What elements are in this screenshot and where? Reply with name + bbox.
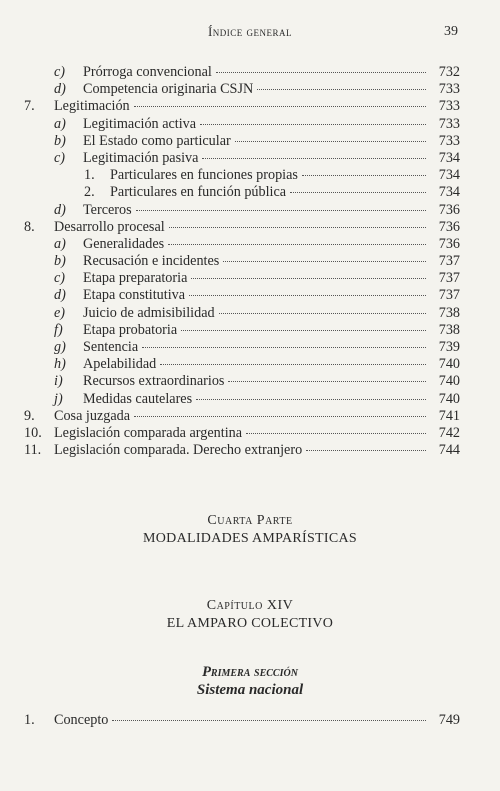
toc-entry-page: 740 xyxy=(438,390,460,407)
toc-entry-number: c) xyxy=(54,64,66,80)
toc-entry-number: 9. xyxy=(24,407,35,424)
toc-entry xyxy=(24,202,460,219)
toc-dot-leader xyxy=(235,141,426,142)
toc-entry-number: b) xyxy=(54,132,66,149)
toc-dot-leader xyxy=(228,381,426,382)
toc-entry-page: 737 xyxy=(438,253,460,270)
toc-entry-title: Etapa probatoria xyxy=(83,321,178,338)
chapter-label: Capítulo XIV xyxy=(206,598,294,613)
toc-entry-title: Competencia originaria CSJN xyxy=(83,81,254,98)
toc-entry-page: 740 xyxy=(438,356,460,373)
toc-entry-page: 737 xyxy=(438,270,460,287)
toc-entry-title: Recusación e incidentes xyxy=(83,253,220,270)
toc-entry xyxy=(24,287,460,304)
toc-entry xyxy=(24,150,460,167)
toc-entry-page: 744 xyxy=(438,442,460,459)
toc-entry xyxy=(24,184,460,201)
toc-entry-title: Etapa preparatoria xyxy=(83,270,188,287)
toc-entry-page: 733 xyxy=(438,98,460,115)
toc-entry-title: Legitimación pasiva xyxy=(83,149,199,166)
toc-entry-title: Desarrollo procesal xyxy=(54,218,165,235)
toc-entry-page: 736 xyxy=(438,235,460,252)
toc-entry-title: Sentencia xyxy=(83,339,139,355)
toc-entry-title: Legitimación activa xyxy=(83,115,197,132)
toc-entry xyxy=(24,442,460,459)
toc-dot-leader xyxy=(169,227,426,228)
toc-entry-number: d) xyxy=(54,201,66,218)
toc-dot-leader xyxy=(257,89,426,90)
toc-entry-page: 740 xyxy=(438,373,460,390)
toc-entry xyxy=(24,425,460,442)
toc-dot-leader xyxy=(246,433,426,434)
toc-entry xyxy=(24,236,460,253)
toc-dot-leader xyxy=(136,210,426,211)
toc-entry-page: 749 xyxy=(438,712,460,728)
toc-entry-title: Terceros xyxy=(83,201,132,218)
toc-entry-number: a) xyxy=(54,235,66,252)
toc-entry-title: Recursos extraordinarios xyxy=(83,373,225,390)
toc-entry-page: 734 xyxy=(438,149,460,166)
toc-entry-page: 733 xyxy=(438,81,460,98)
toc-entry xyxy=(24,167,460,184)
table-of-contents-continued xyxy=(24,712,460,729)
toc-entry-title: Legitimación xyxy=(54,98,130,115)
toc-entry-page: 737 xyxy=(438,287,460,304)
toc-entry-page: 736 xyxy=(438,218,460,235)
toc-dot-leader xyxy=(223,261,426,262)
toc-entry-page: 734 xyxy=(438,184,460,201)
page-header xyxy=(0,24,500,44)
toc-entry-page: 742 xyxy=(438,424,460,441)
toc-entry-page: 739 xyxy=(438,339,460,355)
toc-entry-page: 736 xyxy=(438,201,460,218)
toc-entry xyxy=(24,356,460,373)
toc-entry-title: Apelabilidad xyxy=(83,356,157,373)
toc-entry xyxy=(24,116,460,133)
toc-entry-page: 733 xyxy=(438,115,460,132)
toc-dot-leader xyxy=(168,244,426,245)
toc-dot-leader xyxy=(302,175,426,176)
toc-entry-title: Particulares en funciones propias xyxy=(110,167,298,184)
toc-entry-title: Legislación comparada argentina xyxy=(54,424,243,441)
page-number: 39 xyxy=(444,24,458,39)
toc-entry-title: Cosa juzgada xyxy=(54,407,131,424)
toc-entry-number: d) xyxy=(54,81,66,98)
toc-entry-page: 734 xyxy=(438,167,460,184)
toc-entry xyxy=(24,133,460,150)
toc-entry-number: a) xyxy=(54,115,66,132)
toc-entry-number: 1. xyxy=(24,712,35,728)
toc-entry-number: g) xyxy=(54,339,66,355)
toc-entry xyxy=(24,408,460,425)
toc-dot-leader xyxy=(181,330,426,331)
toc-dot-leader xyxy=(216,72,426,73)
toc-dot-leader xyxy=(219,313,426,314)
toc-entry xyxy=(24,322,460,339)
toc-entry-title: Legislación comparada. Derecho extranjero xyxy=(54,442,303,459)
toc-entry xyxy=(24,712,460,729)
toc-entry-title: Particulares en función pública xyxy=(110,184,287,201)
toc-entry-number: h) xyxy=(54,356,66,373)
toc-entry-title: Juicio de admisibilidad xyxy=(83,304,215,321)
toc-entry-title: Generalidades xyxy=(83,235,165,252)
toc-entry-page: 741 xyxy=(438,407,460,424)
toc-dot-leader xyxy=(202,158,426,159)
toc-entry xyxy=(24,339,460,356)
part-label: Cuarta Parte xyxy=(207,513,293,528)
section-label: Primera sección xyxy=(202,664,298,680)
toc-entry-title: El Estado como particular xyxy=(83,132,231,149)
toc-entry-number: c) xyxy=(54,149,66,166)
toc-dot-leader xyxy=(200,124,426,125)
toc-dot-leader xyxy=(196,399,426,400)
toc-entry-title: Medidas cautelares xyxy=(83,390,193,407)
toc-dot-leader xyxy=(160,364,426,365)
toc-entry-number: c) xyxy=(54,270,66,287)
section-heading xyxy=(0,663,500,699)
toc-entry-number: f) xyxy=(54,321,63,338)
toc-entry-number: 2. xyxy=(84,184,95,201)
toc-dot-leader xyxy=(134,106,426,107)
toc-dot-leader xyxy=(134,416,426,417)
toc-dot-leader xyxy=(306,450,426,451)
toc-entry-page: 732 xyxy=(438,64,460,80)
toc-entry-title: Prórroga convencional xyxy=(83,64,212,80)
toc-entry-number: i) xyxy=(54,373,63,390)
chapter-title: EL AMPARO COLECTIVO xyxy=(166,616,334,631)
toc-entry xyxy=(24,373,460,390)
toc-entry xyxy=(24,305,460,322)
toc-entry-number: d) xyxy=(54,287,66,304)
toc-entry-title: Concepto xyxy=(54,712,109,728)
chapter-heading xyxy=(0,597,500,633)
toc-entry xyxy=(24,391,460,408)
toc-entry-title: Etapa constitutiva xyxy=(83,287,186,304)
toc-entry xyxy=(24,81,460,98)
toc-entry-number: e) xyxy=(54,304,66,321)
toc-entry-number: 1. xyxy=(84,167,95,184)
toc-entry-number: b) xyxy=(54,253,66,270)
toc-entry-number: 10. xyxy=(24,424,42,441)
toc-entry-page: 738 xyxy=(438,304,460,321)
running-header-title: Índice general xyxy=(207,24,293,39)
toc-entry-number: 11. xyxy=(24,442,42,459)
toc-entry xyxy=(24,253,460,270)
toc-entry xyxy=(24,98,460,115)
section-title: Sistema nacional xyxy=(196,682,304,698)
toc-entry-page: 738 xyxy=(438,321,460,338)
toc-entry-page: 733 xyxy=(438,132,460,149)
toc-entry-number: j) xyxy=(54,390,63,407)
toc-dot-leader xyxy=(189,295,426,296)
toc-dot-leader xyxy=(142,347,426,348)
table-of-contents xyxy=(24,64,460,459)
toc-entry xyxy=(24,64,460,81)
toc-entry xyxy=(24,219,460,236)
part-heading xyxy=(0,512,500,548)
toc-entry xyxy=(24,270,460,287)
part-title: MODALIDADES AMPARÍSTICAS xyxy=(143,531,357,546)
toc-dot-leader xyxy=(112,720,426,721)
toc-dot-leader xyxy=(290,192,426,193)
toc-entry-number: 7. xyxy=(24,98,35,115)
toc-dot-leader xyxy=(191,278,426,279)
toc-entry-number: 8. xyxy=(24,218,35,235)
